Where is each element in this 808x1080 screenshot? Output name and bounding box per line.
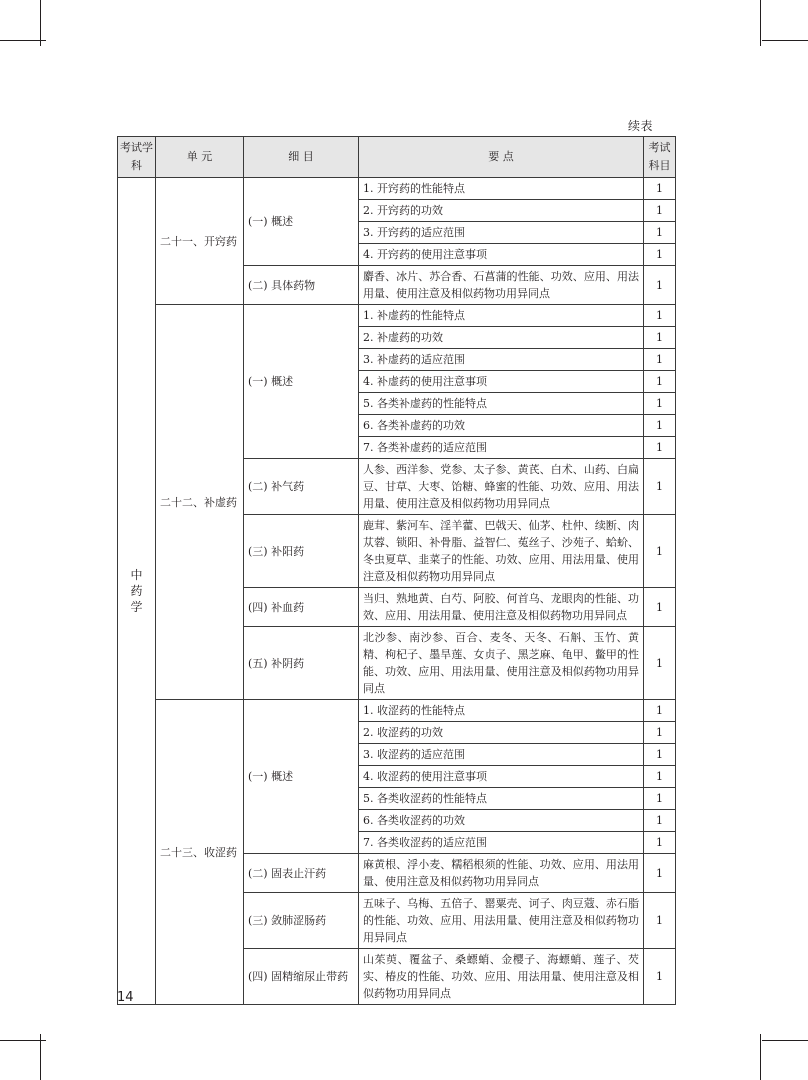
section-cell: (一) 概述 [244, 178, 359, 266]
header-unit: 单 元 [156, 137, 244, 178]
unit-cell: 二十二、补虚药 [156, 305, 244, 700]
table-header-row [118, 137, 676, 178]
exam-cell: 1 [644, 744, 676, 766]
point-cell: 当归、熟地黄、白芍、阿胶、何首乌、龙眼肉的性能、功效、应用、用法用量、使用注意及相似药物功用异同点 [359, 588, 644, 627]
exam-cell: 1 [644, 788, 676, 810]
table-row [118, 700, 676, 722]
exam-cell: 1 [644, 766, 676, 788]
exam-cell: 1 [644, 515, 676, 588]
exam-cell: 1 [644, 700, 676, 722]
section-cell: (二) 具体药物 [244, 266, 359, 305]
section-cell: (五) 补阴药 [244, 627, 359, 700]
header-exam: 考试科目 [644, 137, 676, 178]
exam-cell: 1 [644, 810, 676, 832]
header-detail: 细 目 [244, 137, 359, 178]
section-cell: (三) 敛肺涩肠药 [244, 893, 359, 949]
table-row [118, 305, 676, 327]
point-cell: 人参、西洋参、党参、太子参、黄芪、白术、山药、白扁豆、甘草、大枣、饴糖、蜂蜜的性能、功效、应用、用法用量、使用注意及相似药物功用异同点 [359, 459, 644, 515]
point-cell: 7. 各类收涩药的适应范围 [359, 832, 644, 854]
exam-cell: 1 [644, 371, 676, 393]
exam-cell: 1 [644, 222, 676, 244]
exam-cell: 1 [644, 244, 676, 266]
point-cell: 2. 收涩药的功效 [359, 722, 644, 744]
exam-cell: 1 [644, 178, 676, 200]
section-cell: (一) 概述 [244, 700, 359, 854]
point-cell: 北沙参、南沙参、百合、麦冬、天冬、石斛、玉竹、黄精、枸杞子、墨旱莲、女贞子、黑芝麻、龟甲、鳖甲的性能、功效、应用、用法用量、使用注意及相似药物功用异同点 [359, 627, 644, 700]
point-cell: 4. 开窍药的使用注意事项 [359, 244, 644, 266]
exam-cell: 1 [644, 588, 676, 627]
table-row [118, 178, 676, 200]
point-cell: 3. 开窍药的适应范围 [359, 222, 644, 244]
point-cell: 3. 补虚药的适应范围 [359, 349, 644, 371]
crop-mark [762, 1040, 808, 1041]
table-body [118, 178, 676, 1005]
point-cell: 1. 补虚药的性能特点 [359, 305, 644, 327]
point-cell: 2. 开窍药的功效 [359, 200, 644, 222]
exam-cell: 1 [644, 949, 676, 1005]
point-cell: 4. 补虚药的使用注意事项 [359, 371, 644, 393]
subject-cell [118, 178, 156, 1005]
point-cell: 鹿茸、紫河车、淫羊藿、巴戟天、仙茅、杜仲、续断、肉苁蓉、锁阳、补骨脂、益智仁、菟丝子、沙苑子、蛤蚧、冬虫夏草、韭菜子的性能、功效、应用、用法用量、使用注意及相似药物功用异同点 [359, 515, 644, 588]
exam-cell: 1 [644, 722, 676, 744]
point-cell: 6. 各类收涩药的功效 [359, 810, 644, 832]
crop-mark [760, 0, 761, 46]
point-cell: 麝香、冰片、苏合香、石菖蒲的性能、功效、应用、用法用量、使用注意及相似药物功用异同点 [359, 266, 644, 305]
header-points: 要 点 [359, 137, 644, 178]
exam-cell: 1 [644, 437, 676, 459]
exam-cell: 1 [644, 459, 676, 515]
crop-mark [760, 1034, 761, 1080]
unit-cell: 二十一、开窍药 [156, 178, 244, 305]
point-cell: 6. 各类补虚药的功效 [359, 415, 644, 437]
exam-cell: 1 [644, 627, 676, 700]
exam-cell: 1 [644, 305, 676, 327]
crop-mark [0, 40, 46, 41]
crop-mark [0, 1040, 46, 1041]
point-cell: 1. 收涩药的性能特点 [359, 700, 644, 722]
exam-cell: 1 [644, 854, 676, 893]
continued-label: 续表 [628, 119, 654, 133]
subject-label: 中药学 [130, 567, 143, 614]
page-number: 14 [117, 990, 134, 1005]
section-cell: (三) 补阳药 [244, 515, 359, 588]
exam-cell: 1 [644, 415, 676, 437]
unit-cell: 二十三、收涩药 [156, 700, 244, 1005]
section-cell: (二) 补气药 [244, 459, 359, 515]
point-cell: 7. 各类补虚药的适应范围 [359, 437, 644, 459]
point-cell: 1. 开窍药的性能特点 [359, 178, 644, 200]
point-cell: 2. 补虚药的功效 [359, 327, 644, 349]
point-cell: 五味子、乌梅、五倍子、罂粟壳、诃子、肉豆蔻、赤石脂的性能、功效、应用、用法用量、使用注意及相似药物功用异同点 [359, 893, 644, 949]
exam-cell: 1 [644, 266, 676, 305]
exam-cell: 1 [644, 349, 676, 371]
exam-cell: 1 [644, 893, 676, 949]
syllabus-table [117, 136, 676, 1005]
exam-cell: 1 [644, 393, 676, 415]
point-cell: 5. 各类补虚药的性能特点 [359, 393, 644, 415]
section-cell: (四) 固精缩尿止带药 [244, 949, 359, 1005]
point-cell: 麻黄根、浮小麦、糯稻根须的性能、功效、应用、用法用量、使用注意及相似药物功用异同点 [359, 854, 644, 893]
crop-mark [762, 40, 808, 41]
point-cell: 山茱萸、覆盆子、桑螵蛸、金樱子、海螵蛸、莲子、芡实、椿皮的性能、功效、应用、用法用量、使用注意及相似药物功用异同点 [359, 949, 644, 1005]
point-cell: 3. 收涩药的适应范围 [359, 744, 644, 766]
point-cell: 4. 收涩药的使用注意事项 [359, 766, 644, 788]
section-cell: (四) 补血药 [244, 588, 359, 627]
exam-cell: 1 [644, 200, 676, 222]
section-cell: (二) 固表止汗药 [244, 854, 359, 893]
exam-cell: 1 [644, 832, 676, 854]
exam-cell: 1 [644, 327, 676, 349]
section-cell: (一) 概述 [244, 305, 359, 459]
header-subject: 考试学科 [118, 137, 156, 178]
point-cell: 5. 各类收涩药的性能特点 [359, 788, 644, 810]
